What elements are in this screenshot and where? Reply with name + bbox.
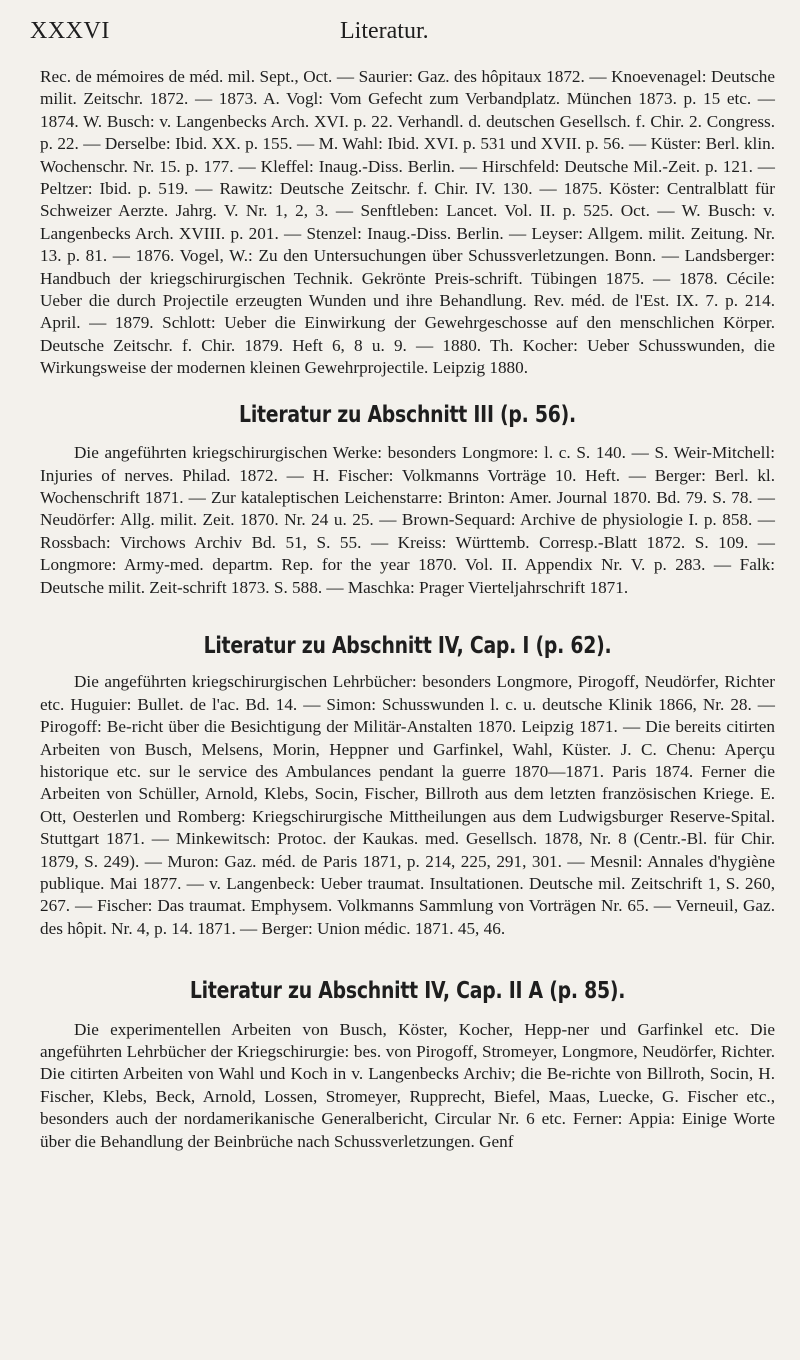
running-title: Literatur. [340,18,429,44]
page-number: XXXVI [30,18,110,44]
bibliography-continued-paragraph: Rec. de mémoires de méd. mil. Sept., Oct. — Saurier: Gaz. des hôpitaux 1872. — Knoevenagel: Deutsche milit. Zeitschr. 1872. — 1873. A. Vogl: Vom Gefecht zum Verbandplatz. München 1873. p. 15 etc. — 1874. W. Busch: v. Langenbecks Arch. XVI. p. 22. Verhandl. d. deutschen Gesellsch. f. Chir. 2. Congress. p. 22. — Derselbe: Ibid. XX. p. 155. — M. Wahl: Ibid. XVI. p. 531 und XVII. p. 56. — Küster: Berl. klin. Wochenschr. Nr. 15. p. 177. — Kleffel: Inaug.-Diss. Berlin. — Hirschfeld: Deutsche Mil.-Zeit. p. 121. — Peltzer: Ibid. p. 519. — Rawitz: Deutsche Zeitschr. f. Chir. IV. 130. — 1875. Köster: Centralblatt für Schweizer Aerzte. Jahrg. V. Nr. 1, 2, 3. — Senftleben: Lancet. Vol. II. p. 525. Oct. — W. Busch: v. Langenbecks Arch. XVIII. p. 201. — Stenzel: Inaug.-Diss. Berlin. — Leyser: Allgem. milit. Zeitung. Nr. 13. p. 81. — 1876. Vogel, W.: Zu den Untersuchungen über Schussverletzungen. Bonn. — Landsberger: Handbuch der kriegschirurgischen Technik. Gekrönte Preis-schrift. Tübingen 1875. — 1878. Cécile: Ueber die durch Projectile erzeugten Wunden und ihre Behandlung. Rev. méd. de l'Est. IX. 7. p. 214. April. — 1879. Schlott: Ueber die Einwirkung der Gewehrgeschosse auf den menschlichen Körper. Deutsche Zeitschr. f. Chir. 1879. Heft 6, 8 u. 9. — 1880. Th. Kocher: Ueber Schusswunden, die Wirkungsweise der modernen kleinen Gewehrprojectile. Leipzig 1880. [40,67,775,378]
section-heading-abschnitt-4-cap-2a: Literatur zu Abschnitt IV, Cap. II A (p. 85). [189,978,626,1005]
page-body [40,66,775,1153]
bibliography-paragraph-abschnitt-4-cap-2a: Die experimentellen Arbeiten von Busch, Köster, Kocher, Hepp-ner und Garfinkel etc. Die angeführten Lehrbücher der Kriegschirurgie: bes. von Pirogoff, Stromeyer, Longmore, Neudörfer, Richter. Die citirten Arbeiten von Wahl und Koch in v. Langenbecks Archiv; die Be-richte von Billroth, Socin, H. Fischer, Klebs, Beck, Arnold, Lossen, Stromeyer, Rupprecht, Biefel, Maas, Luecke, G. Fischer etc., besonders auch der nordamerikanische Generalbericht, Circular Nr. 6 etc. Ferner: Appia: Einige Worte über die Behandlung der Beinbrüche nach Schussverletzungen. Genf [40,1019,775,1151]
bibliography-paragraph-abschnitt-3: Die angeführten kriegschirurgischen Werke: besonders Longmore: l. c. S. 140. — S. Weir-Mitchell: Injuries of nerves. Philad. 1872. — H. Fischer: Volkmanns Vorträge 10. Heft. — Berger: Berl. kl. Wochenschrift 1871. — Zur kataleptischen Leichenstarre: Brinton: Amer. Journal 1870. Bd. 79. S. 78. — Neudörfer: Allg. milit. Zeit. 1870. Nr. 24 u. 25. — Brown-Sequard: Archive de physiologie I. p. 858. — Rossbach: Virchows Archiv Bd. 51, S. 55. — Kreiss: Württemb. Corresp.-Blatt 1872. S. 109. — Longmore: Army-med. departm. Rep. for the year 1870. Vol. II. Appendix Nr. V. p. 283. — Falk: Deutsche milit. Zeit-schrift 1873. S. 588. — Maschka: Prager Vierteljahrschrift 1871. [40,443,775,597]
section-heading-abschnitt-3: Literatur zu Abschnitt III (p. 56). [239,401,576,428]
section-heading-abschnitt-4-cap-1: Literatur zu Abschnitt IV, Cap. I (p. 62). [203,632,612,659]
bibliography-paragraph-abschnitt-4-cap-1: Die angeführten kriegschirurgischen Lehrbücher: besonders Longmore, Pirogoff, Neudörfer, Richter etc. Huguier: Bullet. de l'ac. Bd. 14. — Simon: Schusswunden l. c. u. deutsche Klinik 1866, Nr. 28. — Pirogoff: Be-richt über die Besichtigung der Militär-Anstalten 1870. Leipzig 1871. — Die bereits citirten Arbeiten von Busch, Melsens, Morin, Heppner und Garfinkel, Wahl, Küster. J. C. Chenu: Aperçu historique etc. sur le service des Ambulances pendant la guerre 1870—1871. Paris 1874. Ferner die Arbeiten von Schüller, Arnold, Klebs, Socin, Fischer, Billroth aus dem letzten französischen Kriege. E. Ott, Oesterlen und Romberg: Kriegschirurgische Mittheilungen aus dem Ludwigsburger Reserve-Spital. Stuttgart 1871. — Minkewitsch: Protoc. der Kaukas. med. Gesellsch. 1878, Nr. 8 (Centr.-Bl. für Chir. 1879, S. 249). — Muron: Gaz. méd. de Paris 1871, p. 214, 225, 291, 301. — Mesnil: Annales d'hygiène publique. Mai 1877. — v. Langenbeck: Ueber traumat. Insultationen. Deutsche mil. Zeitschrift 1, S. 260, 267. — Fischer: Das traumat. Emphysem. Volkmanns Sammlung von Vorträgen Nr. 65. — Verneuil, Gaz. des hôpit. Nr. 4, p. 14. 1871. — Berger: Union médic. 1871. 45, 46. [40,672,775,938]
running-header [0,16,800,44]
